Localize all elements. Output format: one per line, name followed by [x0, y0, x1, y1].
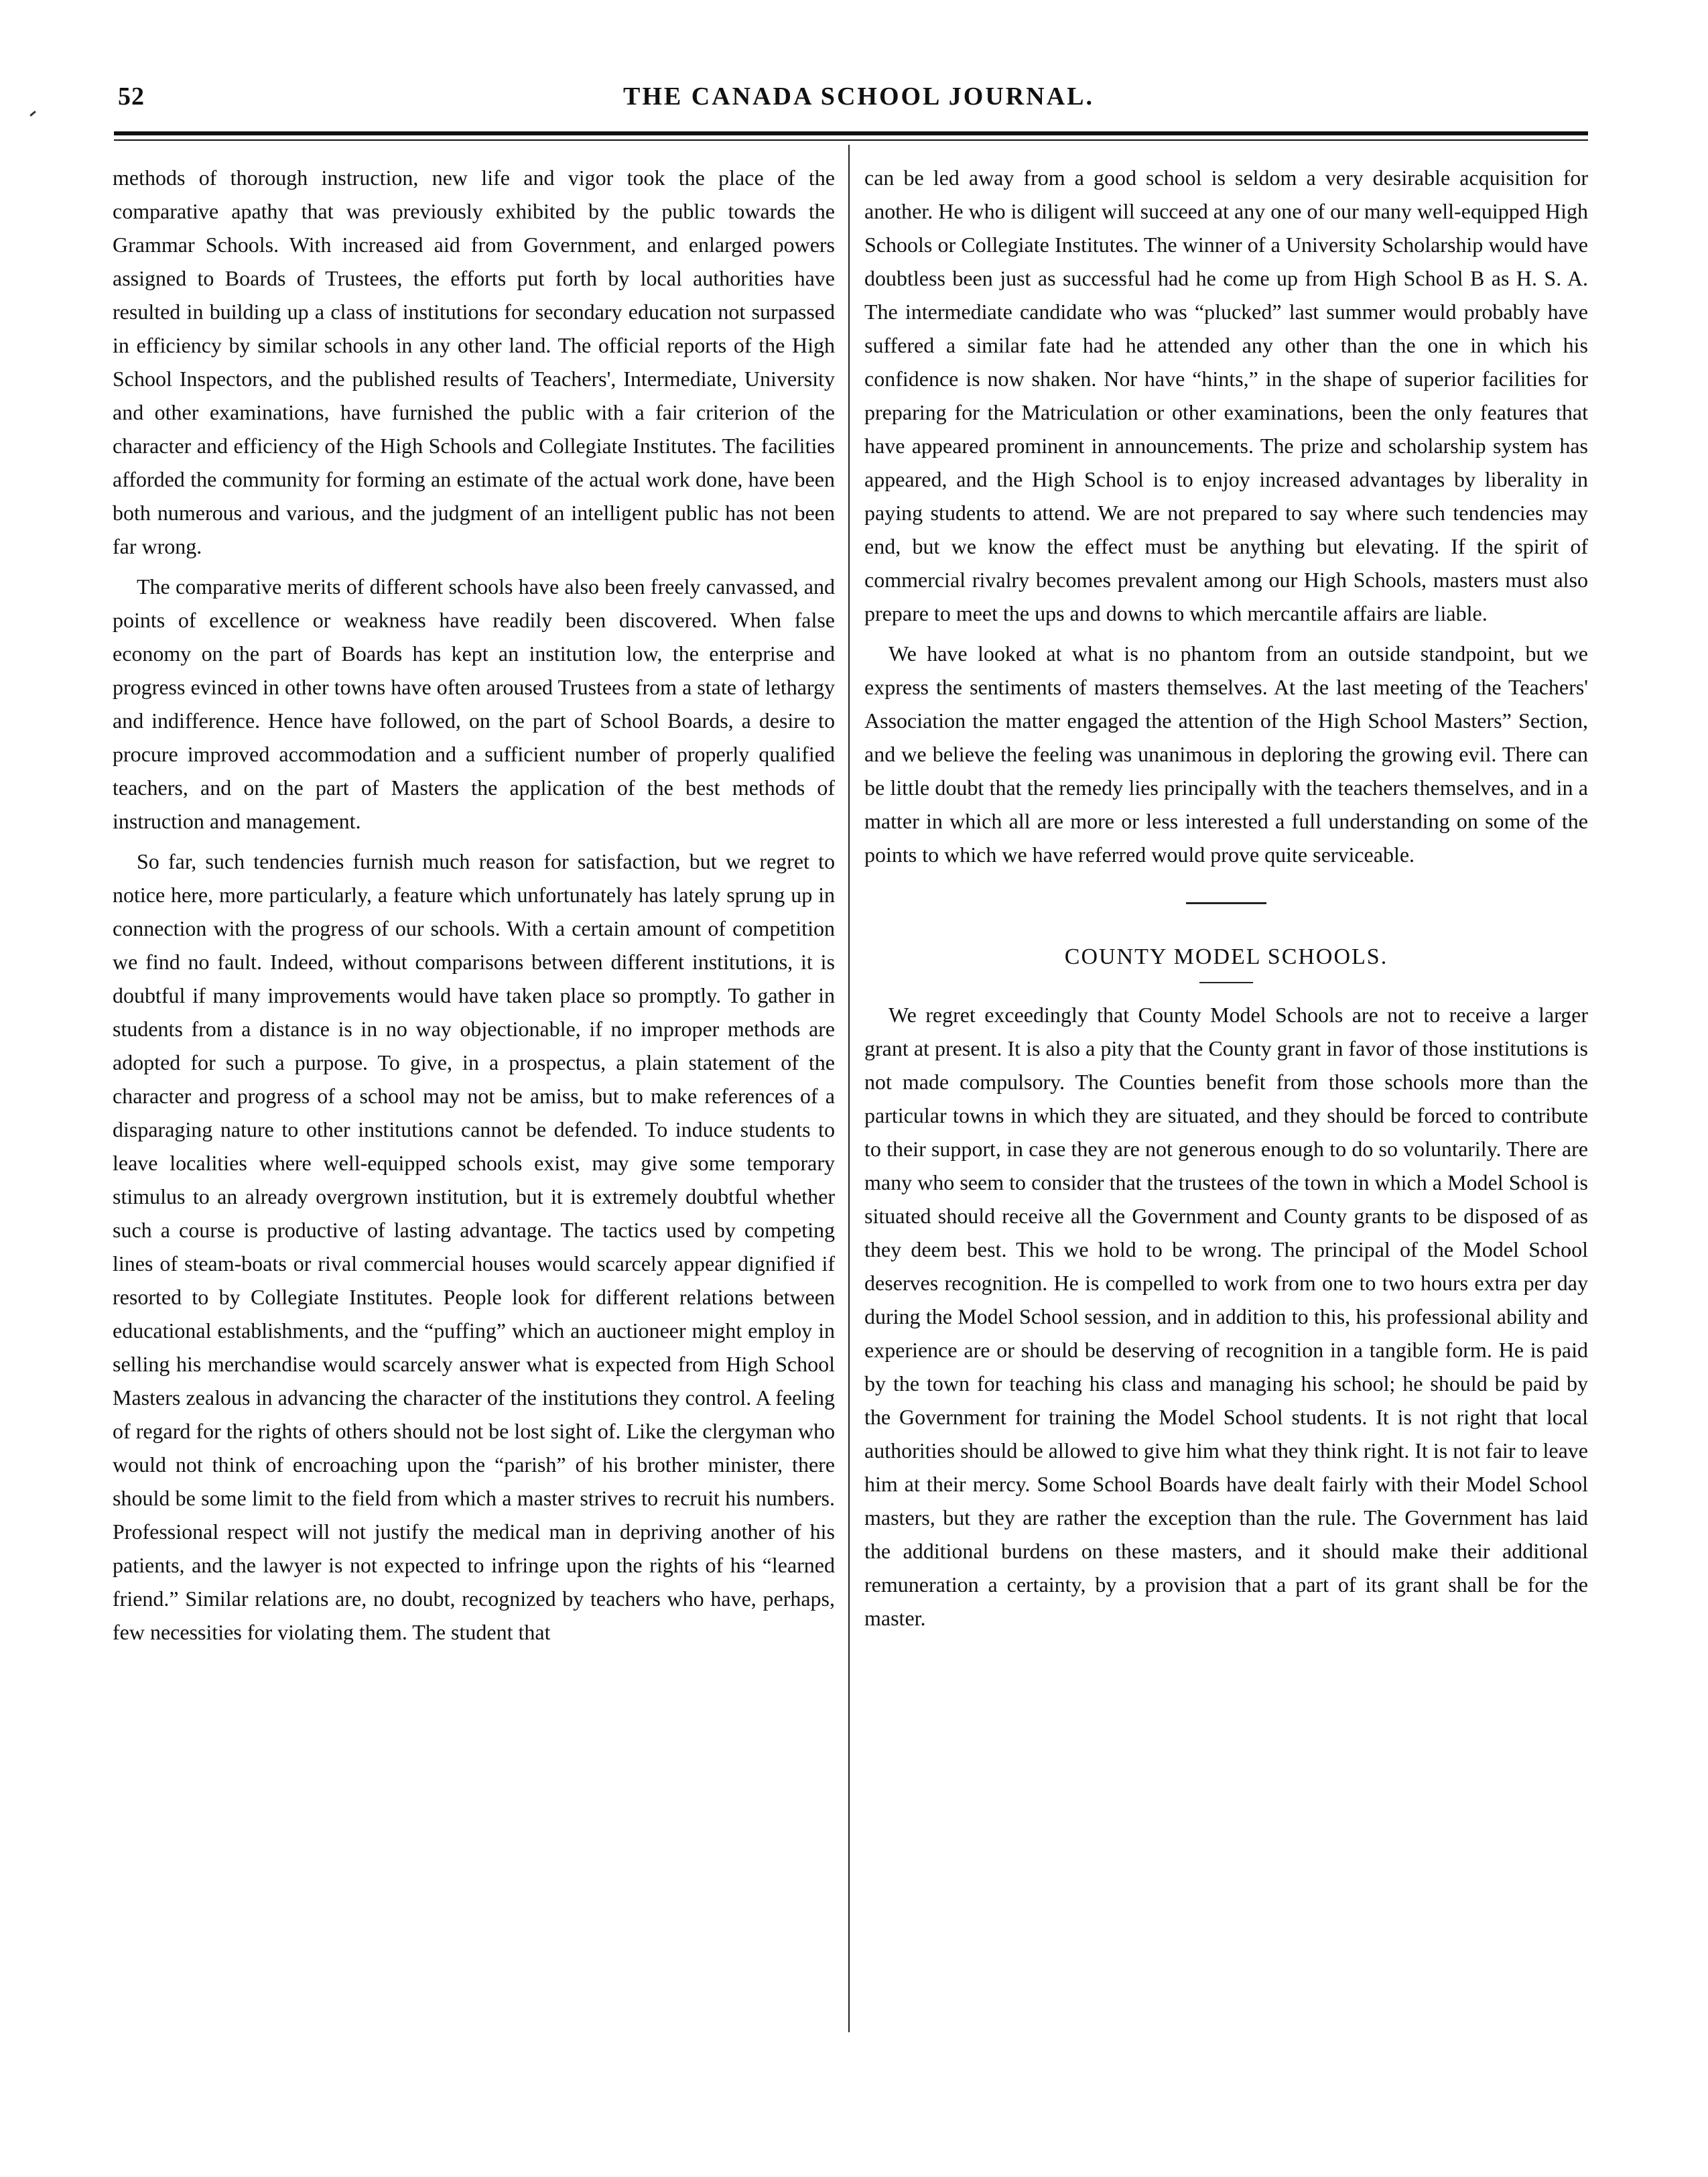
- paragraph: can be led away from a good school is seldom a very desirable acquisition for another. He who is diligent will succeed at any one of our many well-equipped High Schools or Collegiate Institutes. The winner of a University Scholarship would have doubtless been just as successful had he come up from High School B as H. S. A. The intermediate candidate who was “plucked” last summer would probably have suffered a similar fate had he attended any other than the one in which his confidence is now shaken. Nor have “hints,” in the shape of superior facilities for preparing for the Matriculation or other examinations, been the only features that have appeared prominent in announcements. The prize and scholarship system has appeared, and the High School is to enjoy increased advantages by liberality in paying students to attend. We are not prepared to say where such tendencies may end, but we know the effect must be anything but elevating. If the spirit of commercial rivalry becomes prevalent among our High Schools, masters must also prepare to meet the ups and downs to which mercantile affairs are liable.: [864, 166, 1588, 625]
- right-column: [864, 161, 1588, 1641]
- header-rule-thick: [114, 131, 1588, 135]
- column-divider: [848, 145, 850, 2032]
- paragraph: The comparative merits of different schools have also been freely canvassed, and points of excellence or weakness have readily been discovered. When false economy on the part of Boards has kept an institution low, the enterprise and progress evinced in other towns have often aroused Trustees from a state of lethargy and indifference. Hence have followed, on the part of School Boards, a desire to procure improved accommodation and a sufficient number of properly qualified teachers, and on the part of Masters the application of the best methods of instruction and management.: [113, 574, 835, 833]
- paragraph: methods of thorough instruction, new life and vigor took the place of the comparative apathy that was previously exhibited by the public towards the Grammar Schools. With increased aid from Government, and enlarged powers assigned to Boards of Trustees, the efforts put forth by local authorities have resulted in building up a class of institutions for secondary education not surpassed in efficiency by similar schools in any other land. The official reports of the High School Inspectors, and the published results of Teachers', Intermediate, University and other examinations, have furnished the public with a fair criterion of the character and efficiency of the High Schools and Collegiate Institutes. The facilities afforded the community for forming an estimate of the actual work done, have been both numerous and various, and the judgment of an intelligent public has not been far wrong.: [113, 166, 835, 558]
- section-heading: COUNTY MODEL SCHOOLS.: [1064, 944, 1388, 969]
- running-title: THE CANADA SCHOOL JOURNAL.: [623, 82, 1094, 111]
- paragraph: We have looked at what is no phantom from an outside standpoint, but we express the sentiments of masters themselves. At the last meeting of the Teachers' Association the matter engaged the attention of the High School Masters” Section, and we believe the feeling was unanimous in deploring the growing evil. There can be little doubt that the remedy lies principally with the teachers themselves, and in a matter in which all are more or less interested a full understanding on some of the points to which we have referred would prove quite serviceable.: [864, 641, 1588, 867]
- left-column: [113, 161, 835, 1656]
- stray-mark: [29, 111, 36, 117]
- paragraph: We regret exceedingly that County Model Schools are not to receive a larger grant at present. It is also a pity that the County grant in favor of those institutions is not made compulsory. The Counties benefit from those schools more than the particular towns in which they are situated, and they should be forced to contribute to their support, in case they are not generous enough to do so voluntarily. There are many who seem to consider that the trustees of the town in which a Model School is situated should receive all the Government and County grants to be disposed of as they deem best. This we hold to be wrong. The principal of the Model School deserves recognition. He is compelled to work from one to two hours extra per day during the Model School session, and in addition to this, his professional ability and experience are or should be deserving of recognition in a tangible form. He is paid by the town for teaching his class and managing his school; he should be paid by the Government for training the Model School students. It is not right that local authorities should be allowed to give him what they think right. It is not fair to leave him at their mercy. Some School Boards have dealt fairly with their Model School masters, but they are rather the exception than the rule. The Government has laid the additional burdens on these masters, and it should make their additional remuneration a certainty, by a provision that a part of its grant shall be for the master.: [864, 1003, 1588, 1630]
- paragraph: So far, such tendencies furnish much reason for satisfaction, but we regret to notice here, more particularly, a feature which unfortunately has lately sprung up in connection with the progress of our schools. With a certain amount of competition we find no fault. Indeed, without comparisons between different institutions, it is doubtful if many improvements would have taken place so promptly. To gather in students from a distance is in no way objectionable, if no improper methods are adopted for such a purpose. To give, in a prospectus, a plain statement of the character and progress of a school may not be amiss, but to make references of a disparaging nature to other institutions cannot be defended. To induce students to leave localities where well-equipped schools exist, may give some temporary stimulus to an already overgrown institution, but it is extremely doubtful whether such a course is productive of lasting advantage. The tactics used by competing lines of steam-boats or rival commercial houses would scarcely appear dignified if resorted to by Collegiate Institutes. People look for different relations between educational establishments, and the “puffing” which an auctioneer might employ in selling his merchandise would scarcely answer what is expected from High School Masters zealous in advancing the character of the institutions they control. A feeling of regard for the rights of others should not be lost sight of. Like the clergyman who would not think of encroaching upon the “parish” of his brother minister, there should be some limit to the field from which a master strives to recruit his numbers. Professional respect will not justify the medical man in depriving another of his patients, and the lawyer is not expected to infringe upon the rights of his “learned friend.” Similar relations are, no doubt, recognized by teachers who have, perhaps, few necessities for violating them. The student that: [113, 849, 835, 1644]
- page-number: 52: [118, 82, 145, 111]
- heading-underline: [1199, 982, 1253, 983]
- section-break-rule: [1186, 902, 1266, 904]
- header-rule-thin: [114, 139, 1588, 141]
